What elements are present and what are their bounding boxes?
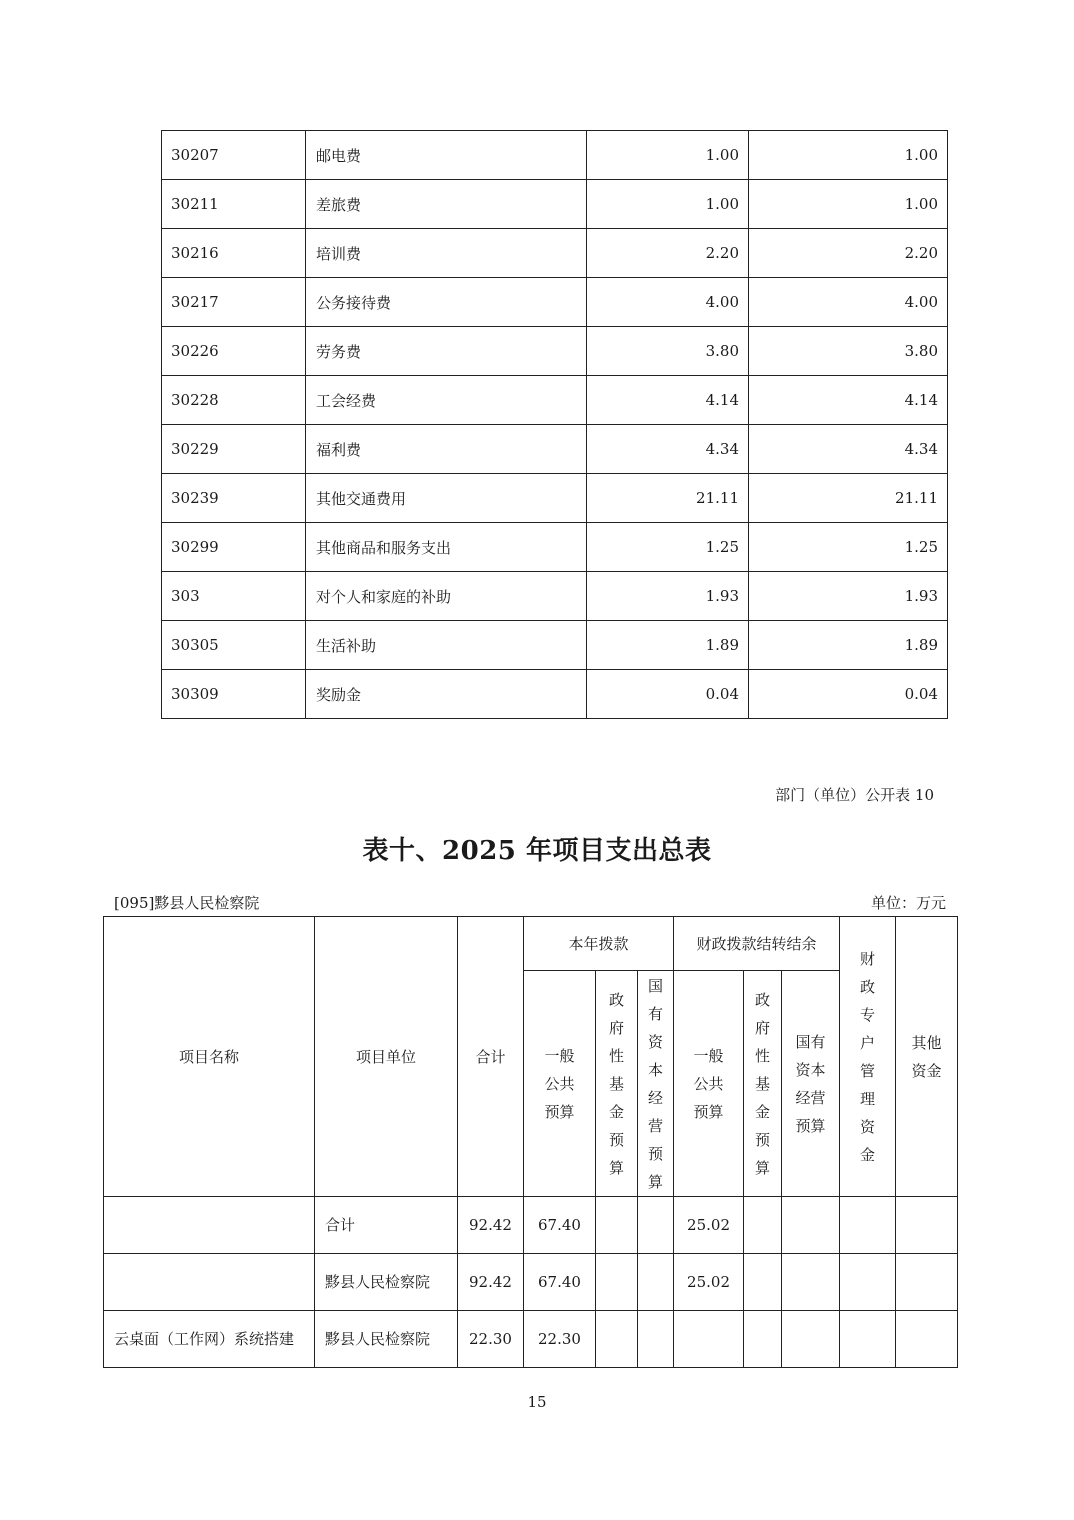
header-char: 本 (648, 1060, 664, 1079)
row-value-2: 1.25 (749, 523, 948, 572)
page-number: 15 (527, 1393, 547, 1411)
header-char: 预 (755, 1130, 771, 1149)
expense-table (161, 130, 948, 719)
row-value-1: 1.00 (587, 131, 749, 180)
cell-empty (596, 1197, 638, 1254)
row-value-1: 1.25 (587, 523, 749, 572)
form-number: 部门（单位）公开表 10 (775, 786, 934, 804)
table-row (162, 278, 948, 327)
header-cur-general (524, 971, 596, 1197)
cell-total: 92.42 (458, 1254, 524, 1311)
header-char: 国 (648, 976, 664, 995)
header-char: 有 (648, 1004, 664, 1023)
table-row (162, 229, 948, 278)
header-text-line: 经营 (795, 1088, 826, 1107)
header-project-unit: 项目单位 (315, 917, 458, 1197)
cell-empty (596, 1311, 638, 1368)
header-carry-state-capital (782, 971, 840, 1197)
header-carry-general (674, 971, 744, 1197)
row-value-1: 2.20 (587, 229, 749, 278)
table-header (104, 917, 958, 1197)
header-total: 合计 (458, 917, 524, 1197)
header-char: 算 (648, 1172, 664, 1191)
cell-empty (896, 1254, 958, 1311)
header-text-line: 公共 (693, 1074, 724, 1093)
row-value-1: 4.00 (587, 278, 749, 327)
cell-carry-general: 25.02 (674, 1254, 744, 1311)
organization-label: [095]黟县人民检察院 (114, 894, 260, 912)
table-row (162, 621, 948, 670)
row-value-2: 4.00 (749, 278, 948, 327)
row-name: 生活补助 (306, 621, 587, 670)
header-char: 算 (755, 1158, 771, 1177)
header-char: 营 (648, 1116, 664, 1135)
table-row (162, 131, 948, 180)
row-value-2: 1.89 (749, 621, 948, 670)
header-char: 预 (648, 1144, 664, 1163)
cell-cur-general: 22.30 (524, 1311, 596, 1368)
row-code: 30216 (162, 229, 306, 278)
row-value-1: 1.89 (587, 621, 749, 670)
row-code: 30229 (162, 425, 306, 474)
cell-carry-general (674, 1311, 744, 1368)
header-carryover: 财政拨款结转结余 (674, 917, 840, 971)
cell-name (104, 1197, 315, 1254)
table-row (104, 1311, 958, 1368)
expense-table-body (162, 131, 948, 719)
cell-empty (840, 1311, 896, 1368)
row-code: 30239 (162, 474, 306, 523)
header-char: 财 (860, 949, 876, 968)
row-value-2: 1.00 (749, 180, 948, 229)
header-state-capital-chars (638, 972, 673, 1196)
cell-cur-general: 67.40 (524, 1254, 596, 1311)
header-cur-gov-fund (596, 971, 638, 1197)
header-gov-fund-chars (596, 986, 637, 1182)
header-char: 金 (755, 1102, 771, 1121)
row-name: 差旅费 (306, 180, 587, 229)
cell-total: 92.42 (458, 1197, 524, 1254)
header-char: 府 (755, 1018, 771, 1037)
header-char: 基 (755, 1074, 771, 1093)
header-text-line: 预算 (795, 1116, 826, 1135)
cell-empty (744, 1311, 782, 1368)
row-value-1: 4.34 (587, 425, 749, 474)
table-row (104, 1197, 958, 1254)
cell-cur-general: 67.40 (524, 1197, 596, 1254)
row-name: 公务接待费 (306, 278, 587, 327)
header-text-line: 一般 (544, 1046, 575, 1065)
row-value-1: 3.80 (587, 327, 749, 376)
project-expense-table (103, 916, 958, 1368)
row-code: 30207 (162, 131, 306, 180)
row-code: 30228 (162, 376, 306, 425)
header-cur-state-capital (638, 971, 674, 1197)
cell-unit: 黟县人民检察院 (315, 1311, 458, 1368)
header-char: 政 (860, 977, 876, 996)
cell-empty (744, 1254, 782, 1311)
row-value-1: 1.93 (587, 572, 749, 621)
cell-unit: 合计 (315, 1197, 458, 1254)
cell-empty (782, 1254, 840, 1311)
cell-carry-general: 25.02 (674, 1197, 744, 1254)
cell-empty (896, 1197, 958, 1254)
header-char: 经 (648, 1088, 664, 1107)
header-other-funds (896, 917, 958, 1197)
header-current-year: 本年拨款 (524, 917, 674, 971)
row-value-1: 21.11 (587, 474, 749, 523)
project-table-body (104, 1197, 958, 1368)
header-char: 性 (608, 1046, 624, 1065)
table-row (162, 474, 948, 523)
cell-empty (744, 1197, 782, 1254)
cell-empty (782, 1311, 840, 1368)
cell-empty (896, 1311, 958, 1368)
row-value-2: 1.00 (749, 131, 948, 180)
header-text-line: 公共 (544, 1074, 575, 1093)
header-char: 府 (608, 1018, 624, 1037)
header-char: 性 (755, 1046, 771, 1065)
cell-empty (638, 1311, 674, 1368)
table-row (162, 180, 948, 229)
row-value-2: 4.34 (749, 425, 948, 474)
header-char: 政 (608, 990, 624, 1009)
cell-empty (596, 1254, 638, 1311)
row-value-2: 4.14 (749, 376, 948, 425)
table-row (162, 425, 948, 474)
header-char: 专 (860, 1005, 876, 1024)
row-value-1: 1.00 (587, 180, 749, 229)
cell-empty (638, 1254, 674, 1311)
cell-empty (782, 1197, 840, 1254)
row-code: 303 (162, 572, 306, 621)
header-text-line: 预算 (693, 1102, 724, 1121)
header-special-account-chars (840, 945, 895, 1169)
header-char: 金 (860, 1145, 876, 1164)
header-char: 户 (860, 1033, 876, 1052)
row-value-2: 0.04 (749, 670, 948, 719)
row-name: 劳务费 (306, 327, 587, 376)
row-value-1: 4.14 (587, 376, 749, 425)
header-text-line: 预算 (544, 1102, 575, 1121)
table-row (162, 376, 948, 425)
row-name: 其他商品和服务支出 (306, 523, 587, 572)
header-text-line: 一般 (693, 1046, 724, 1065)
header-char: 政 (755, 990, 771, 1009)
unit-label: 单位：万元 (870, 894, 946, 912)
table-row (162, 523, 948, 572)
row-name: 福利费 (306, 425, 587, 474)
header-text-line: 国有 (795, 1032, 826, 1051)
header-special-account (840, 917, 896, 1197)
row-code: 30305 (162, 621, 306, 670)
header-carry-gov-fund (744, 971, 782, 1197)
row-name: 奖励金 (306, 670, 587, 719)
row-code: 30211 (162, 180, 306, 229)
header-other-l1: 其他 (911, 1033, 942, 1052)
cell-unit: 黟县人民检察院 (315, 1254, 458, 1311)
page-title: 表十、2025 年项目支出总表 (362, 836, 712, 866)
cell-total: 22.30 (458, 1311, 524, 1368)
header-other-l2: 资金 (911, 1061, 942, 1080)
cell-name (104, 1254, 315, 1311)
cell-empty (840, 1254, 896, 1311)
row-value-2: 1.93 (749, 572, 948, 621)
header-project-name: 项目名称 (104, 917, 315, 1197)
row-code: 30299 (162, 523, 306, 572)
header-char: 理 (860, 1089, 876, 1108)
row-name: 培训费 (306, 229, 587, 278)
table-row (162, 327, 948, 376)
cell-name: 云桌面（工作网）系统搭建 (104, 1311, 315, 1368)
row-name: 工会经费 (306, 376, 587, 425)
table-row (162, 670, 948, 719)
row-name: 邮电费 (306, 131, 587, 180)
header-char: 资 (860, 1117, 876, 1136)
table-row (162, 572, 948, 621)
row-value-1: 0.04 (587, 670, 749, 719)
row-value-2: 21.11 (749, 474, 948, 523)
cell-empty (840, 1197, 896, 1254)
header-text-line: 资本 (795, 1060, 826, 1079)
header-gov-fund-chars (744, 986, 781, 1182)
header-char: 资 (648, 1032, 664, 1051)
row-name: 其他交通费用 (306, 474, 587, 523)
table-row (104, 1254, 958, 1311)
row-value-2: 3.80 (749, 327, 948, 376)
header-char: 基 (608, 1074, 624, 1093)
header-char: 预 (608, 1130, 624, 1149)
row-code: 30217 (162, 278, 306, 327)
row-name: 对个人和家庭的补助 (306, 572, 587, 621)
header-char: 金 (608, 1102, 624, 1121)
row-code: 30226 (162, 327, 306, 376)
header-char: 管 (860, 1061, 876, 1080)
row-code: 30309 (162, 670, 306, 719)
row-value-2: 2.20 (749, 229, 948, 278)
cell-empty (638, 1197, 674, 1254)
header-char: 算 (608, 1158, 624, 1177)
